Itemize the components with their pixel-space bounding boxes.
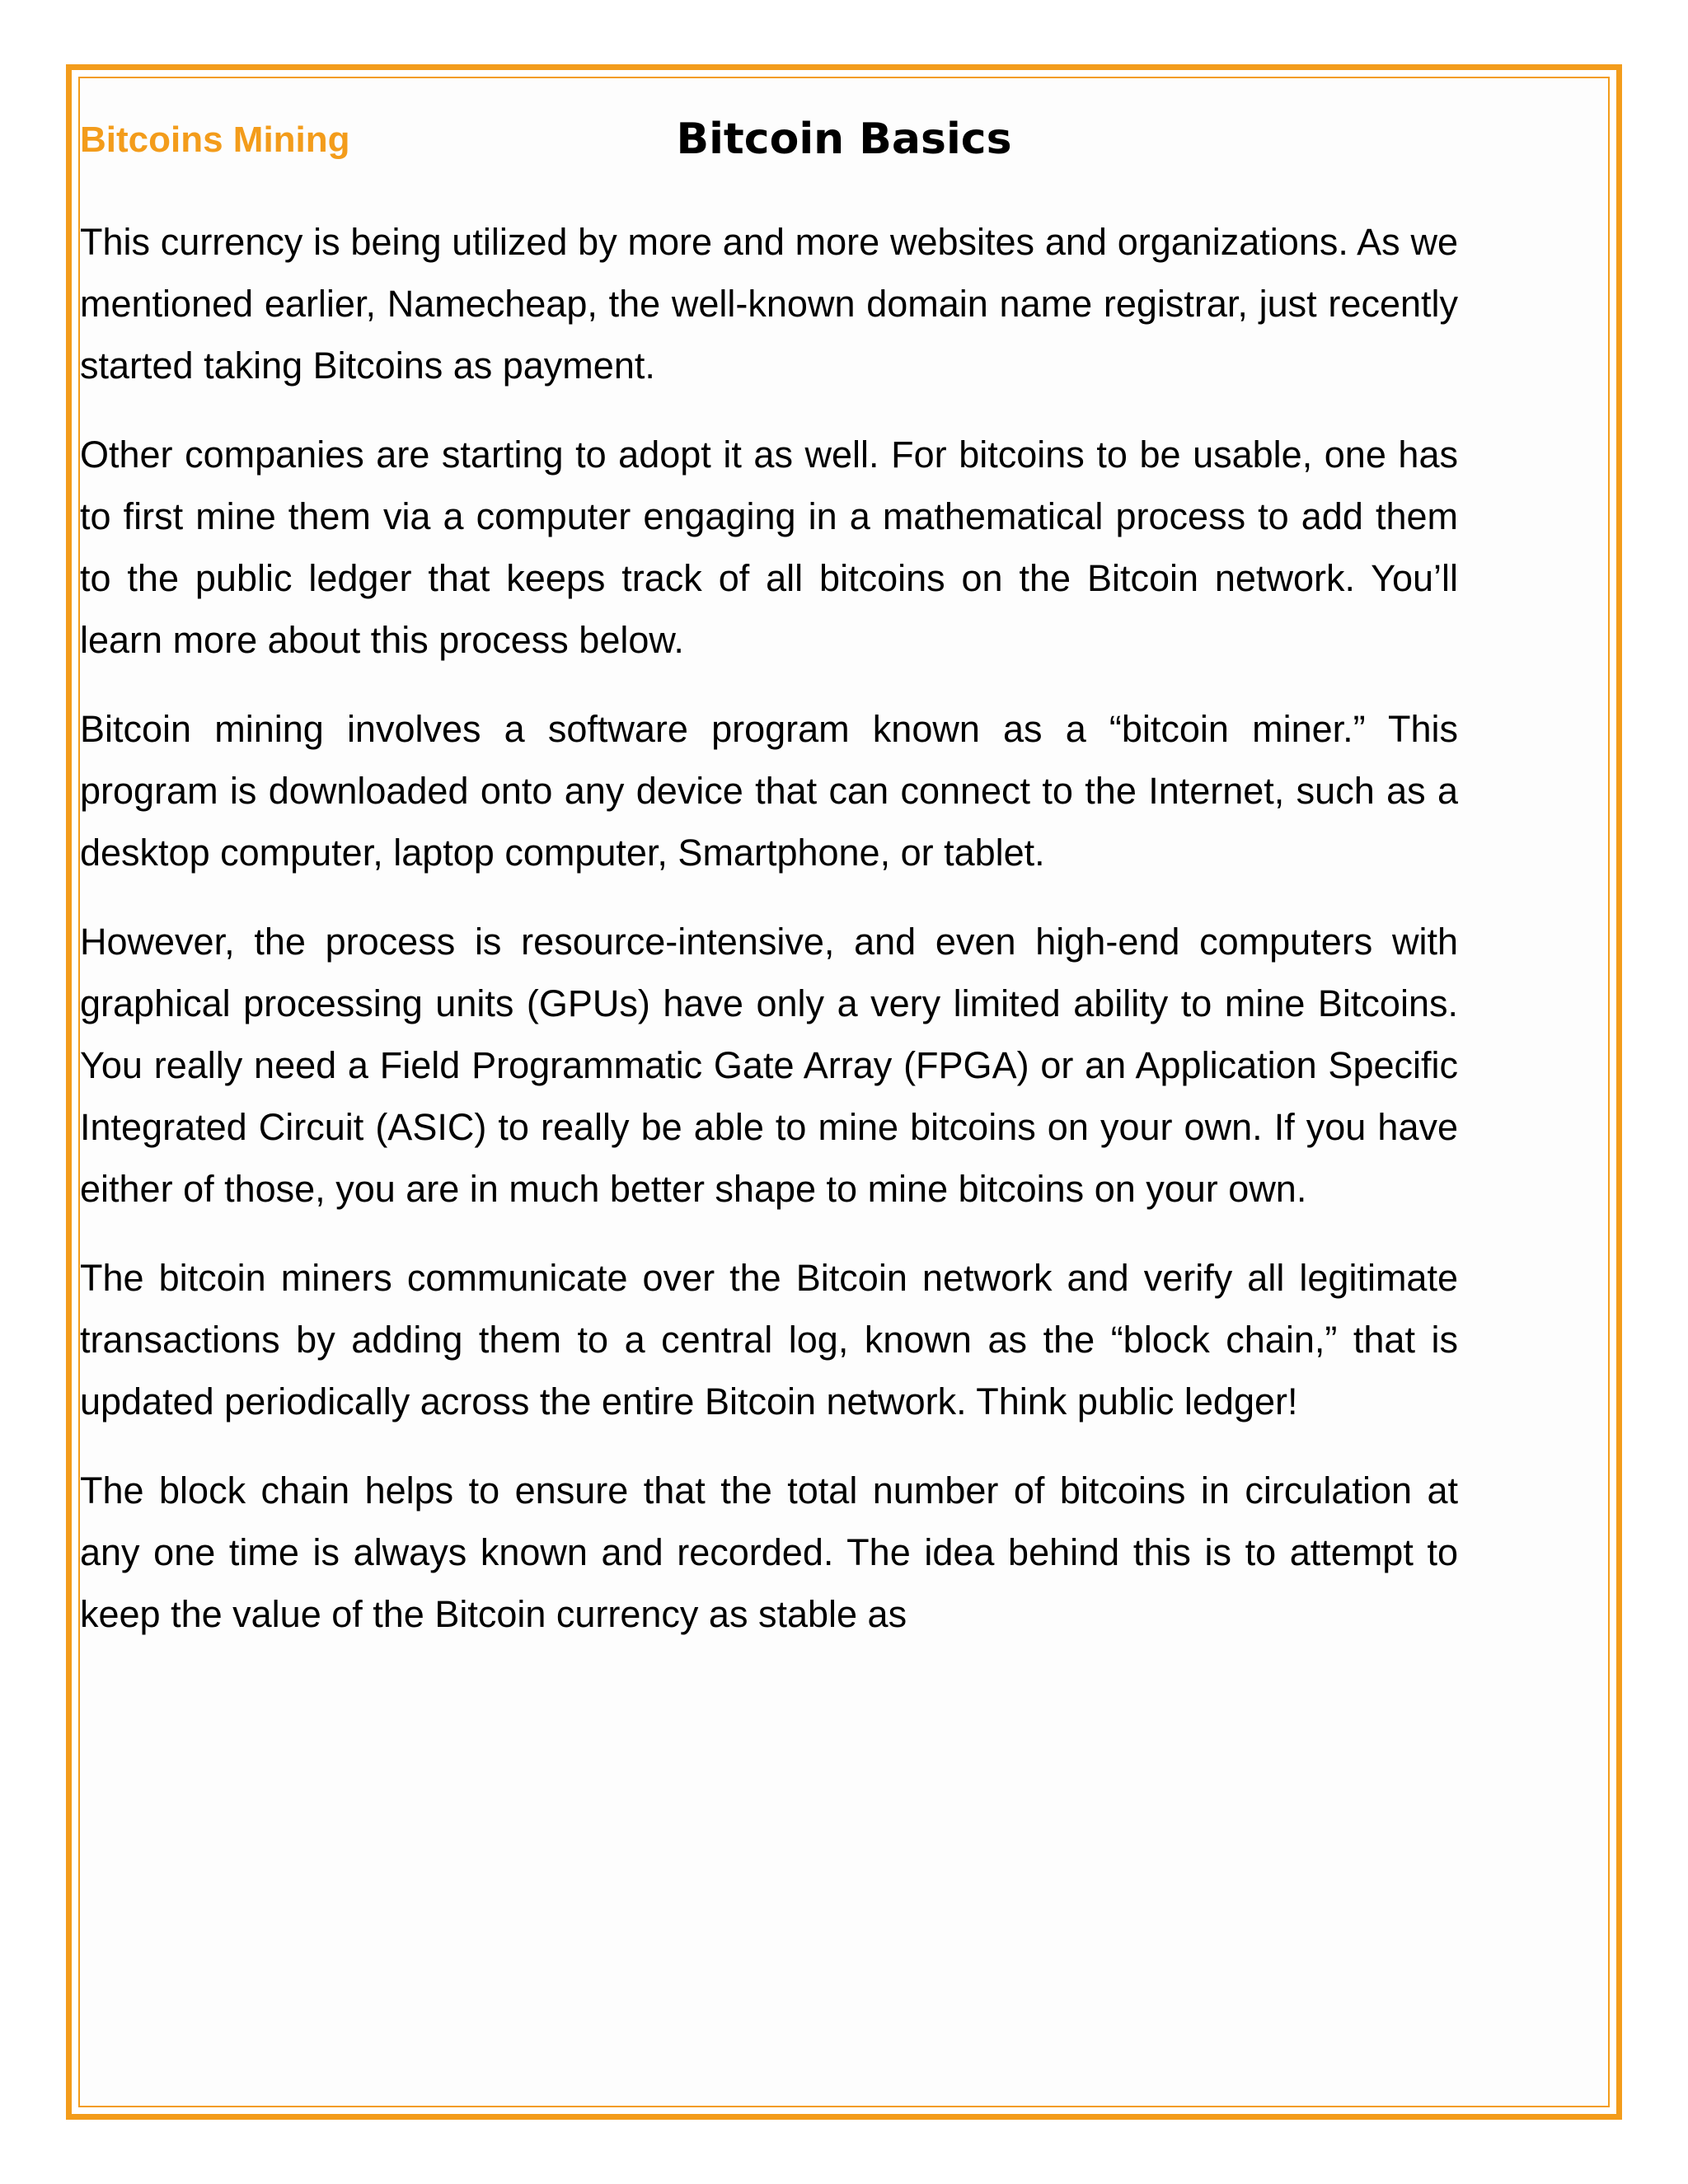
paragraph-3: Bitcoin mining involves a software program known as a “bitcoin miner.” This program is downloaded onto any device that can connect to the Internet, such as a desktop computer, laptop computer, Smartphone, or tablet.: [80, 708, 1458, 874]
paragraph-1: This currency is being utilized by more and more websites and organizations. As we mentioned earlier, Namecheap, the well-known domain name registrar, just recently started taking Bitcoins as payment.: [80, 221, 1458, 387]
paragraph-2: Other companies are starting to adopt it as well. For bitcoins to be usable, one has to first mine them via a computer engaging in a mathematical process to add them to the public ledger that keeps track of all bitcoins on the Bitcoin network. You’ll learn more about this process below.: [80, 434, 1458, 661]
document-body: [80, 107, 1458, 1672]
section-heading: Bitcoins Mining: [80, 120, 350, 160]
paragraph-6: The block chain helps to ensure that the total number of bitcoins in circulation at any one time is always known and recorded. The idea behind this is to attempt to keep the value of the Bitcoin currency as stable as: [80, 1469, 1458, 1635]
paragraph-4: However, the process is resource-intensive, and even high-end computers with graphical processing units (GPUs) have only a very limited ability to mine Bitcoins. You really need a Field Programmatic Gate Array (FPGA) or an Application Specific Integrated Circuit (ASIC) to really be able to mine bitcoins on your own. If you have either of those, you are in much better shape to mine bitcoins on your own.: [80, 921, 1458, 1210]
page-title: Bitcoin Basics: [676, 115, 1012, 164]
paragraph-5: The bitcoin miners communicate over the Bitcoin network and verify all legitimate transactions by adding them to a central log, known as the “block chain,” that is updated periodically across the entire Bitcoin network. Think public ledger!: [80, 1257, 1458, 1422]
